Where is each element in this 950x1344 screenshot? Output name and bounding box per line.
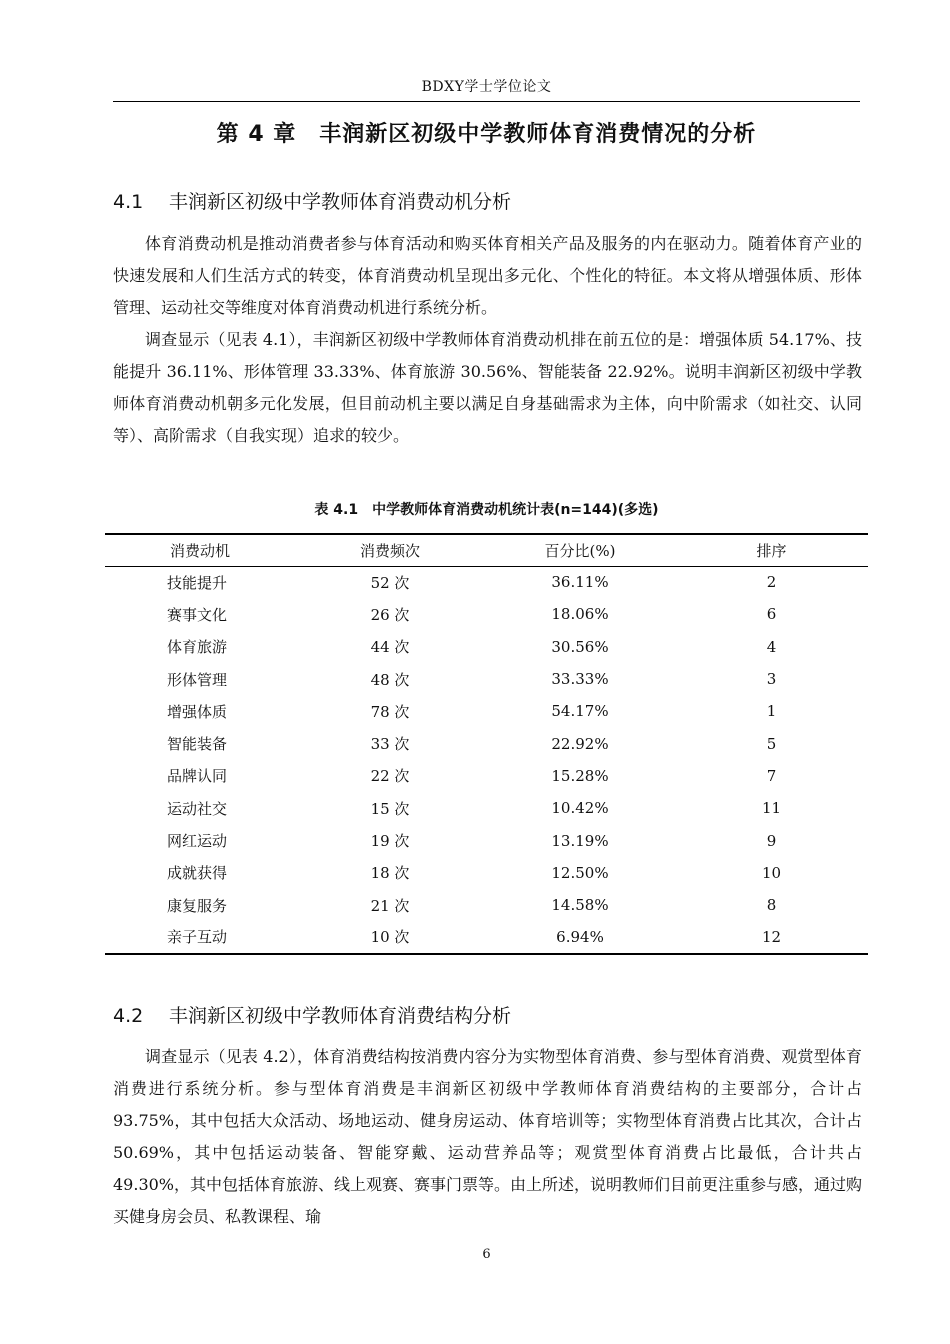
table-cell: 6.94% (485, 921, 675, 953)
section-number: 4.2 (113, 1005, 144, 1027)
table-cell: 形体管理 (167, 670, 228, 689)
section-heading-4-1 (113, 187, 511, 214)
table-cell: 12 (675, 921, 868, 953)
table-row (105, 631, 868, 663)
table-cell: 10 次 (295, 921, 485, 953)
table-row (105, 598, 868, 630)
table-cell: 30.56% (551, 637, 609, 656)
table-cell: 5 (766, 734, 777, 753)
consumption-motive-table (105, 533, 868, 955)
table-row (105, 824, 868, 856)
table-cell: 22.92% (551, 734, 609, 753)
header-rule (113, 101, 860, 102)
table-cell: 技能提升 (167, 573, 228, 592)
table-cell: 48 次 (370, 670, 410, 689)
table-row (105, 792, 868, 824)
table-cell: 14.58% (551, 896, 609, 915)
table-row (105, 857, 868, 889)
table-cell: 33.33% (551, 670, 609, 689)
table-cell: 2 (766, 573, 777, 592)
table-cell: 18 次 (370, 864, 410, 883)
column-header: 排序 (675, 534, 868, 566)
paragraph: 体育消费动机是推动消费者参与体育活动和购买体育相关产品及服务的内在驱动力。随着体育产业的快速发展和人们生活方式的转变，体育消费动机呈现出多元化、个性化的特征。本文将从增强体质、形体管理、运动社交等维度对体育消费动机进行系统分析。 (113, 234, 862, 317)
table-cell: 10 (761, 863, 782, 882)
table-cell: 7 (766, 766, 777, 785)
table-cell: 品牌认同 (167, 767, 228, 786)
table-cell: 运动社交 (167, 799, 228, 818)
table-row (105, 566, 868, 598)
table-header-row (105, 534, 868, 566)
table-cell: 33 次 (370, 735, 410, 754)
table-cell: 增强体质 (167, 702, 228, 721)
table-cell: 6 (766, 605, 777, 624)
table-cell: 19 次 (370, 832, 410, 851)
table-cell: 44 次 (370, 638, 410, 657)
table-cell: 10.42% (551, 799, 609, 818)
running-header: BDXY学士学位论文 (421, 79, 552, 95)
table-cell: 9 (766, 831, 777, 850)
table-cell: 康复服务 (167, 896, 228, 915)
table-cell: 亲子互动 (105, 921, 295, 953)
paragraph: 调查显示（见表 4.1），丰润新区初级中学教师体育消费动机排在前五位的是：增强体质 54.17%、技能提升 36.11%、形体管理 33.33%、体育旅游 30.56%、智能装备 22.92%。说明丰润新区初级中学教师体育消费动机朝多元化发展，但目前动机主要以满足自身基础需求为主体，向中阶需求（如社交、认同等）、高阶需求（自我实现）追求的较少。 (113, 330, 862, 445)
table-cell: 8 (766, 896, 777, 915)
table-row (105, 760, 868, 792)
table-cell: 78 次 (370, 702, 410, 721)
table-cell: 21 次 (370, 896, 410, 915)
table-cell: 1 (766, 702, 777, 721)
column-header: 消费频次 (295, 534, 485, 566)
table-cell: 52 次 (370, 573, 410, 592)
paragraph: 调查显示（见表 4.2），体育消费结构按消费内容分为实物型体育消费、参与型体育消费、观赏型体育消费进行系统分析。参与型体育消费是丰润新区初级中学教师体育消费结构的主要部分，合计占 93.75%，其中包括大众活动、场地运动、健身房运动、体育培训等；实物型体育消费占比其次，合计占 50.69%，其中包括运动装备、智能穿戴、运动营养品等；观赏型体育消费占比最低，合计共占 49.30%，其中包括体育旅游、线上观赛、赛事门票等。由上所述，说明教师们目前更注重参与感，通过购买健身房会员、私教课程、瑜 (113, 1047, 863, 1226)
section-heading-4-2 (113, 1001, 511, 1028)
table-cell: 22 次 (370, 767, 410, 786)
table-caption: 表 4.1 中学教师体育消费动机统计表(n=144)(多选) (314, 502, 659, 518)
chapter-title: 第 4 章 丰润新区初级中学教师体育消费情况的分析 (216, 122, 757, 147)
column-header: 消费动机 (105, 534, 295, 566)
table-cell: 3 (766, 670, 777, 689)
table-row (105, 889, 868, 921)
table-cell: 12.50% (551, 863, 609, 882)
table-row (105, 695, 868, 727)
table-cell: 体育旅游 (167, 638, 228, 657)
table-cell: 15 次 (370, 799, 410, 818)
page-number: 6 (482, 1247, 491, 1262)
table-cell: 11 (761, 799, 782, 818)
table-cell: 成就获得 (167, 864, 228, 883)
table-row (105, 727, 868, 759)
table-cell: 18.06% (551, 605, 609, 624)
column-header: 百分比(%) (485, 534, 675, 566)
table-row (105, 921, 868, 953)
table-cell: 赛事文化 (167, 605, 228, 624)
section-title: 丰润新区初级中学教师体育消费结构分析 (169, 1005, 512, 1027)
table-cell: 智能装备 (167, 735, 228, 754)
table-cell: 15.28% (551, 766, 609, 785)
table-cell: 4 (766, 637, 777, 656)
section-number: 4.1 (113, 191, 144, 213)
table-cell: 13.19% (551, 831, 609, 850)
table-cell: 54.17% (551, 702, 609, 721)
section-title: 丰润新区初级中学教师体育消费动机分析 (169, 191, 512, 213)
table-cell: 26 次 (370, 605, 410, 624)
table-cell: 网红运动 (167, 832, 228, 851)
table-cell: 36.11% (551, 573, 609, 592)
table-row (105, 663, 868, 695)
